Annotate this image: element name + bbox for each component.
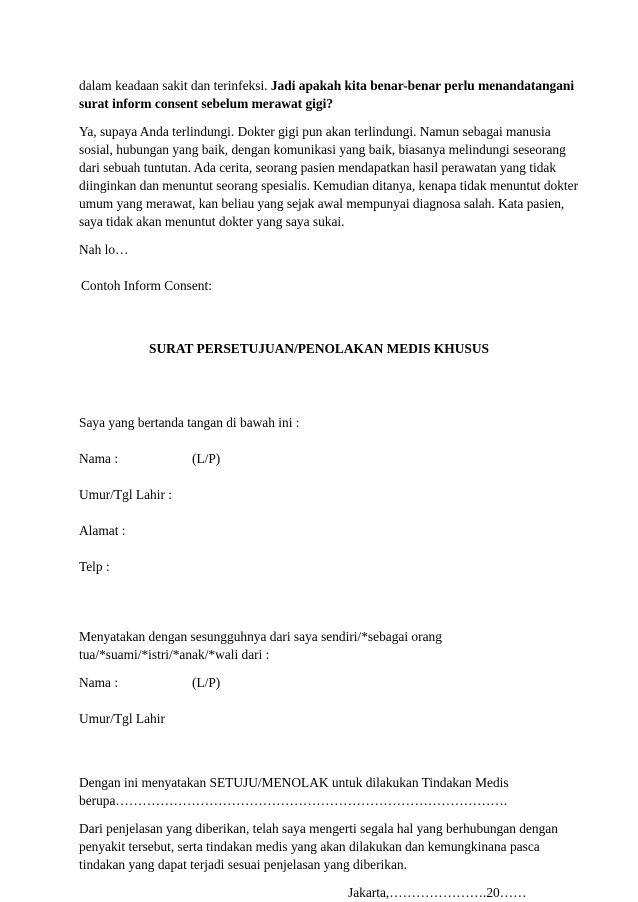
intro-paragraph: [79, 77, 579, 113]
address-row: Alamat :: [79, 523, 126, 538]
form-title: SURAT PERSETUJUAN/PENOLAKAN MEDIS KHUSUS: [149, 341, 489, 356]
declaration-paragraph: Menyatakan dengan sesungguhnya dari saya sendiri/*sebagai orang tua/*suami/*istri/*anak/*wali dari :: [79, 629, 442, 662]
name2-label: Nama :: [79, 675, 119, 690]
answer-paragraph: Ya, supaya Anda terlindungi. Dokter gigi pun akan terlindungi. Namun sebagai manusia sosial, hubungan yang baik, dengan komunikasi yang baik, biasanya melindungi seseorang dari sebuah tuntutan. Ada cerita, seorang pasien mendapatkan hasil perawatan yang tidak diinginkan dan menuntut seorang spesialis. Kemudian ditanya, kenapa tidak menuntut dokter umum yang merawat, kan beliau yang sejak awal mempunyai diagnosa salah. Kata pasien, saya tidak akan menuntut dokter yang saya sukai.: [79, 124, 579, 229]
gender2-label: (L/P): [192, 675, 221, 690]
name-label: Nama :: [79, 451, 119, 466]
name2-row: [79, 674, 579, 692]
spacer: [79, 394, 579, 414]
form-intro: Saya yang bertanda tangan di bawah ini :: [79, 415, 300, 430]
name-row: [79, 450, 579, 468]
explanation-paragraph: Dari penjelasan yang diberikan, telah saya mengerti segala hal yang berhubungan dengan penyakit tersebut, serta tindakan medis yang akan dilakukan dan kemungkinana pasca tindakan yang dapat terjadi sesuai penjelasan yang diberikan.: [79, 821, 558, 872]
phone-row: Telp :: [79, 559, 110, 574]
age-row: Umur/Tgl Lahir :: [79, 487, 172, 502]
intro-question: Jadi apakah kita benar-benar perlu menandatangani surat inform consent sebelum merawat gigi?: [79, 78, 575, 111]
age2-row: Umur/Tgl Lahir: [79, 711, 165, 726]
example-heading: Contoh Inform Consent:: [81, 278, 212, 293]
intro-text: dalam keadaan sakit dan terinfeksi.: [79, 78, 271, 93]
consent-line-2: berupa…………………………………………………………………………….: [79, 793, 508, 808]
spacer: [79, 611, 579, 628]
document-page: [79, 77, 579, 902]
gender-label: (L/P): [192, 451, 221, 466]
consent-line-1: Dengan ini menyatakan SETUJU/MENOLAK untuk dilakukan Tindakan Medis: [79, 775, 509, 790]
date-line: Jakarta,………………….20……: [348, 885, 527, 900]
nah-line: Nah lo…: [79, 242, 129, 257]
